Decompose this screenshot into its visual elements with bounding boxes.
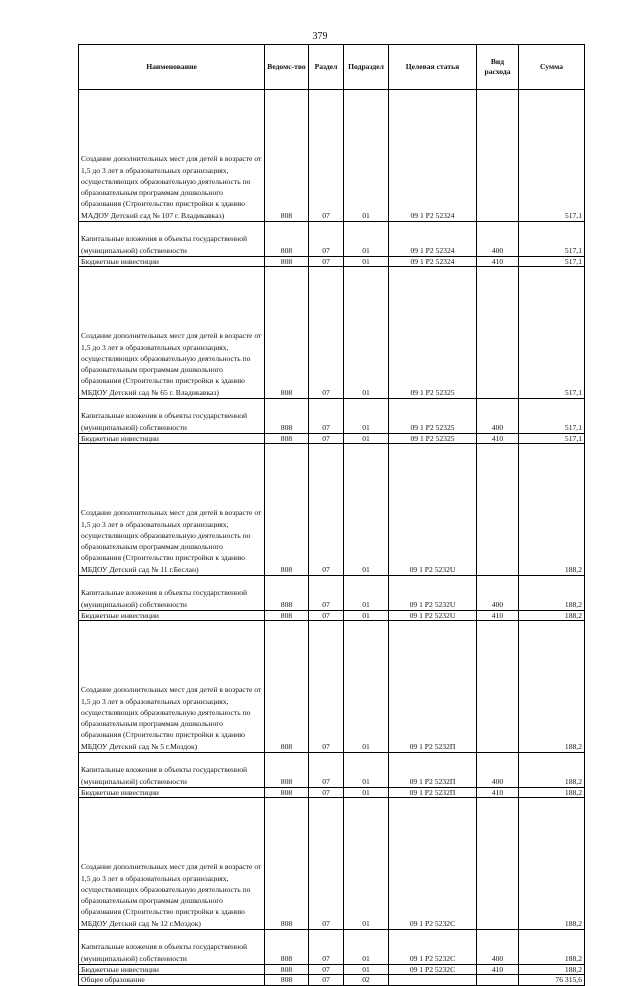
cell-tselevaya: 09 1 P2 52324 [389, 257, 477, 267]
cell-vid: 410 [477, 788, 519, 798]
cell-tselevaya: 09 1 P2 52325 [389, 267, 477, 399]
cell-podrazdel: 01 [344, 267, 389, 399]
cell-tselevaya: 09 1 P2 5232С [389, 930, 477, 965]
cell-name: Капитальные вложения в объекты государственной (муниципальной) собственности [79, 222, 265, 257]
cell-vedomstvo: 808 [265, 399, 309, 434]
cell-vedomstvo: 808 [265, 611, 309, 621]
cell-name: Бюджетные инвестиции [79, 965, 265, 975]
table-row [79, 257, 585, 267]
cell-vid [477, 798, 519, 930]
table-row [79, 753, 585, 788]
cell-podrazdel: 01 [344, 434, 389, 444]
cell-vid: 400 [477, 576, 519, 611]
cell-name: Бюджетные инвестиции [79, 434, 265, 444]
cell-vedomstvo: 808 [265, 798, 309, 930]
cell-vedomstvo: 808 [265, 90, 309, 222]
cell-vedomstvo: 808 [265, 753, 309, 788]
cell-podrazdel: 01 [344, 788, 389, 798]
cell-name: Создание дополнительных мест для детей в возрасте от 1,5 до 3 лет в образовательных организациях, осуществляющих образовательную деятельность по образовательным программам дошкольного образования (Строительство пристройки к зданию МБДОУ Детский сад № 12 г.Моздок) [79, 798, 265, 930]
cell-tselevaya: 09 1 P2 52324 [389, 90, 477, 222]
cell-vedomstvo: 808 [265, 222, 309, 257]
cell-name: Создание дополнительных мест для детей в возрасте от 1,5 до 3 лет в образовательных организациях, осуществляющих образовательную деятельность по образовательным программам дошкольного образования (Строительство пристройки к зданию МАДОУ Детский сад № 107 г. Владикавказ) [79, 90, 265, 222]
cell-name: Капитальные вложения в объекты государственной (муниципальной) собственности [79, 399, 265, 434]
cell-vid: 400 [477, 399, 519, 434]
cell-tselevaya: 09 1 P2 5232U [389, 611, 477, 621]
cell-summa: 517,1 [519, 222, 585, 257]
cell-tselevaya: 09 1 P2 5232U [389, 444, 477, 576]
cell-razdel: 07 [309, 611, 344, 621]
table-row [79, 576, 585, 611]
header-name: Наименование [79, 45, 265, 90]
cell-razdel: 07 [309, 434, 344, 444]
cell-tselevaya [389, 975, 477, 986]
cell-tselevaya: 09 1 P2 52324 [389, 222, 477, 257]
table-row [79, 611, 585, 621]
page-number: 379 [312, 31, 328, 42]
table-row [79, 798, 585, 930]
table-row [79, 399, 585, 434]
cell-summa: 517,1 [519, 399, 585, 434]
cell-podrazdel: 01 [344, 257, 389, 267]
cell-summa: 517,1 [519, 434, 585, 444]
cell-podrazdel: 01 [344, 576, 389, 611]
cell-razdel: 07 [309, 975, 344, 986]
cell-podrazdel: 01 [344, 753, 389, 788]
cell-tselevaya: 09 1 P2 52325 [389, 434, 477, 444]
cell-summa: 517,1 [519, 267, 585, 399]
cell-summa: 188,2 [519, 753, 585, 788]
cell-podrazdel: 01 [344, 965, 389, 975]
cell-vid: 410 [477, 257, 519, 267]
cell-podrazdel: 01 [344, 222, 389, 257]
cell-vedomstvo: 808 [265, 621, 309, 753]
cell-summa: 188,2 [519, 930, 585, 965]
cell-summa: 188,2 [519, 611, 585, 621]
cell-vedomstvo: 808 [265, 434, 309, 444]
cell-razdel: 07 [309, 257, 344, 267]
cell-podrazdel: 01 [344, 444, 389, 576]
budget-table [78, 44, 585, 986]
cell-summa: 188,2 [519, 965, 585, 975]
cell-summa: 517,1 [519, 257, 585, 267]
cell-vid: 400 [477, 753, 519, 788]
table-row [79, 930, 585, 965]
cell-name: Капитальные вложения в объекты государственной (муниципальной) собственности [79, 753, 265, 788]
cell-tselevaya: 09 1 P2 5232П [389, 621, 477, 753]
cell-vid [477, 975, 519, 986]
cell-summa: 188,2 [519, 621, 585, 753]
cell-vedomstvo: 808 [265, 257, 309, 267]
cell-razdel: 07 [309, 930, 344, 965]
cell-podrazdel: 01 [344, 90, 389, 222]
cell-name: Общее образование [79, 975, 265, 986]
cell-name: Капитальные вложения в объекты государственной (муниципальной) собственности [79, 930, 265, 965]
cell-razdel: 07 [309, 621, 344, 753]
cell-tselevaya: 09 1 P2 5232С [389, 965, 477, 975]
cell-summa: 188,2 [519, 576, 585, 611]
cell-vedomstvo: 808 [265, 576, 309, 611]
cell-razdel: 07 [309, 788, 344, 798]
cell-vid: 410 [477, 434, 519, 444]
cell-podrazdel: 01 [344, 930, 389, 965]
cell-name: Создание дополнительных мест для детей в возрасте от 1,5 до 3 лет в образовательных организациях, осуществляющих образовательную деятельность по образовательным программам дошкольного образования (Строительство пристройки к зданию МБДОУ Детский сад № 5 г.Моздок) [79, 621, 265, 753]
table-row [79, 621, 585, 753]
cell-tselevaya: 09 1 P2 52325 [389, 399, 477, 434]
cell-summa: 76 315,6 [519, 975, 585, 986]
cell-vedomstvo: 808 [265, 267, 309, 399]
cell-vid: 410 [477, 965, 519, 975]
cell-name: Создание дополнительных мест для детей в возрасте от 1,5 до 3 лет в образовательных организациях, осуществляющих образовательную деятельность по образовательным программам дошкольного образования (Строительство пристройки к зданию МБДОУ Детский сад № 11 г.Беслан) [79, 444, 265, 576]
cell-podrazdel: 02 [344, 975, 389, 986]
table-row [79, 267, 585, 399]
header-vid: Вид расхода [477, 45, 519, 90]
cell-razdel: 07 [309, 444, 344, 576]
header-vedomstvo: Ведомс-тво [265, 45, 309, 90]
cell-vid: 410 [477, 611, 519, 621]
cell-vedomstvo: 808 [265, 930, 309, 965]
cell-name: Капитальные вложения в объекты государственной (муниципальной) собственности [79, 576, 265, 611]
cell-vid [477, 90, 519, 222]
cell-summa: 517,1 [519, 90, 585, 222]
cell-razdel: 07 [309, 576, 344, 611]
cell-vedomstvo: 808 [265, 965, 309, 975]
cell-vid [477, 267, 519, 399]
cell-vid [477, 444, 519, 576]
table-row [79, 90, 585, 222]
cell-razdel: 07 [309, 90, 344, 222]
cell-podrazdel: 01 [344, 611, 389, 621]
cell-summa: 188,2 [519, 798, 585, 930]
cell-name: Бюджетные инвестиции [79, 788, 265, 798]
header-row [79, 45, 585, 90]
cell-razdel: 07 [309, 399, 344, 434]
cell-tselevaya: 09 1 P2 5232П [389, 788, 477, 798]
cell-razdel: 07 [309, 798, 344, 930]
cell-vid: 400 [477, 930, 519, 965]
cell-name: Бюджетные инвестиции [79, 611, 265, 621]
table-row [79, 222, 585, 257]
cell-name: Создание дополнительных мест для детей в возрасте от 1,5 до 3 лет в образовательных организациях, осуществляющих образовательную деятельность по образовательным программам дошкольного образования (Строительство пристройки к зданию МБДОУ Детский сад № 65 г. Владикавказ) [79, 267, 265, 399]
table-row [79, 965, 585, 975]
cell-podrazdel: 01 [344, 798, 389, 930]
cell-vedomstvo: 808 [265, 788, 309, 798]
header-razdel: Раздел [309, 45, 344, 90]
cell-tselevaya: 09 1 P2 5232U [389, 576, 477, 611]
cell-podrazdel: 01 [344, 399, 389, 434]
header-summa: Сумма [519, 45, 585, 90]
header-tselevaya: Целевая статья [389, 45, 477, 90]
table-row [79, 444, 585, 576]
cell-summa: 188,2 [519, 444, 585, 576]
cell-vid [477, 621, 519, 753]
cell-name: Бюджетные инвестиции [79, 257, 265, 267]
cell-razdel: 07 [309, 753, 344, 788]
table-row [79, 788, 585, 798]
cell-vedomstvo: 808 [265, 975, 309, 986]
cell-summa: 188,2 [519, 788, 585, 798]
cell-tselevaya: 09 1 P2 5232С [389, 798, 477, 930]
table-row [79, 975, 585, 986]
cell-vedomstvo: 808 [265, 444, 309, 576]
table-row [79, 434, 585, 444]
cell-razdel: 07 [309, 222, 344, 257]
header-podrazdel: Подраздел [344, 45, 389, 90]
cell-podrazdel: 01 [344, 621, 389, 753]
cell-razdel: 07 [309, 965, 344, 975]
cell-razdel: 07 [309, 267, 344, 399]
cell-tselevaya: 09 1 P2 5232П [389, 753, 477, 788]
cell-vid: 400 [477, 222, 519, 257]
